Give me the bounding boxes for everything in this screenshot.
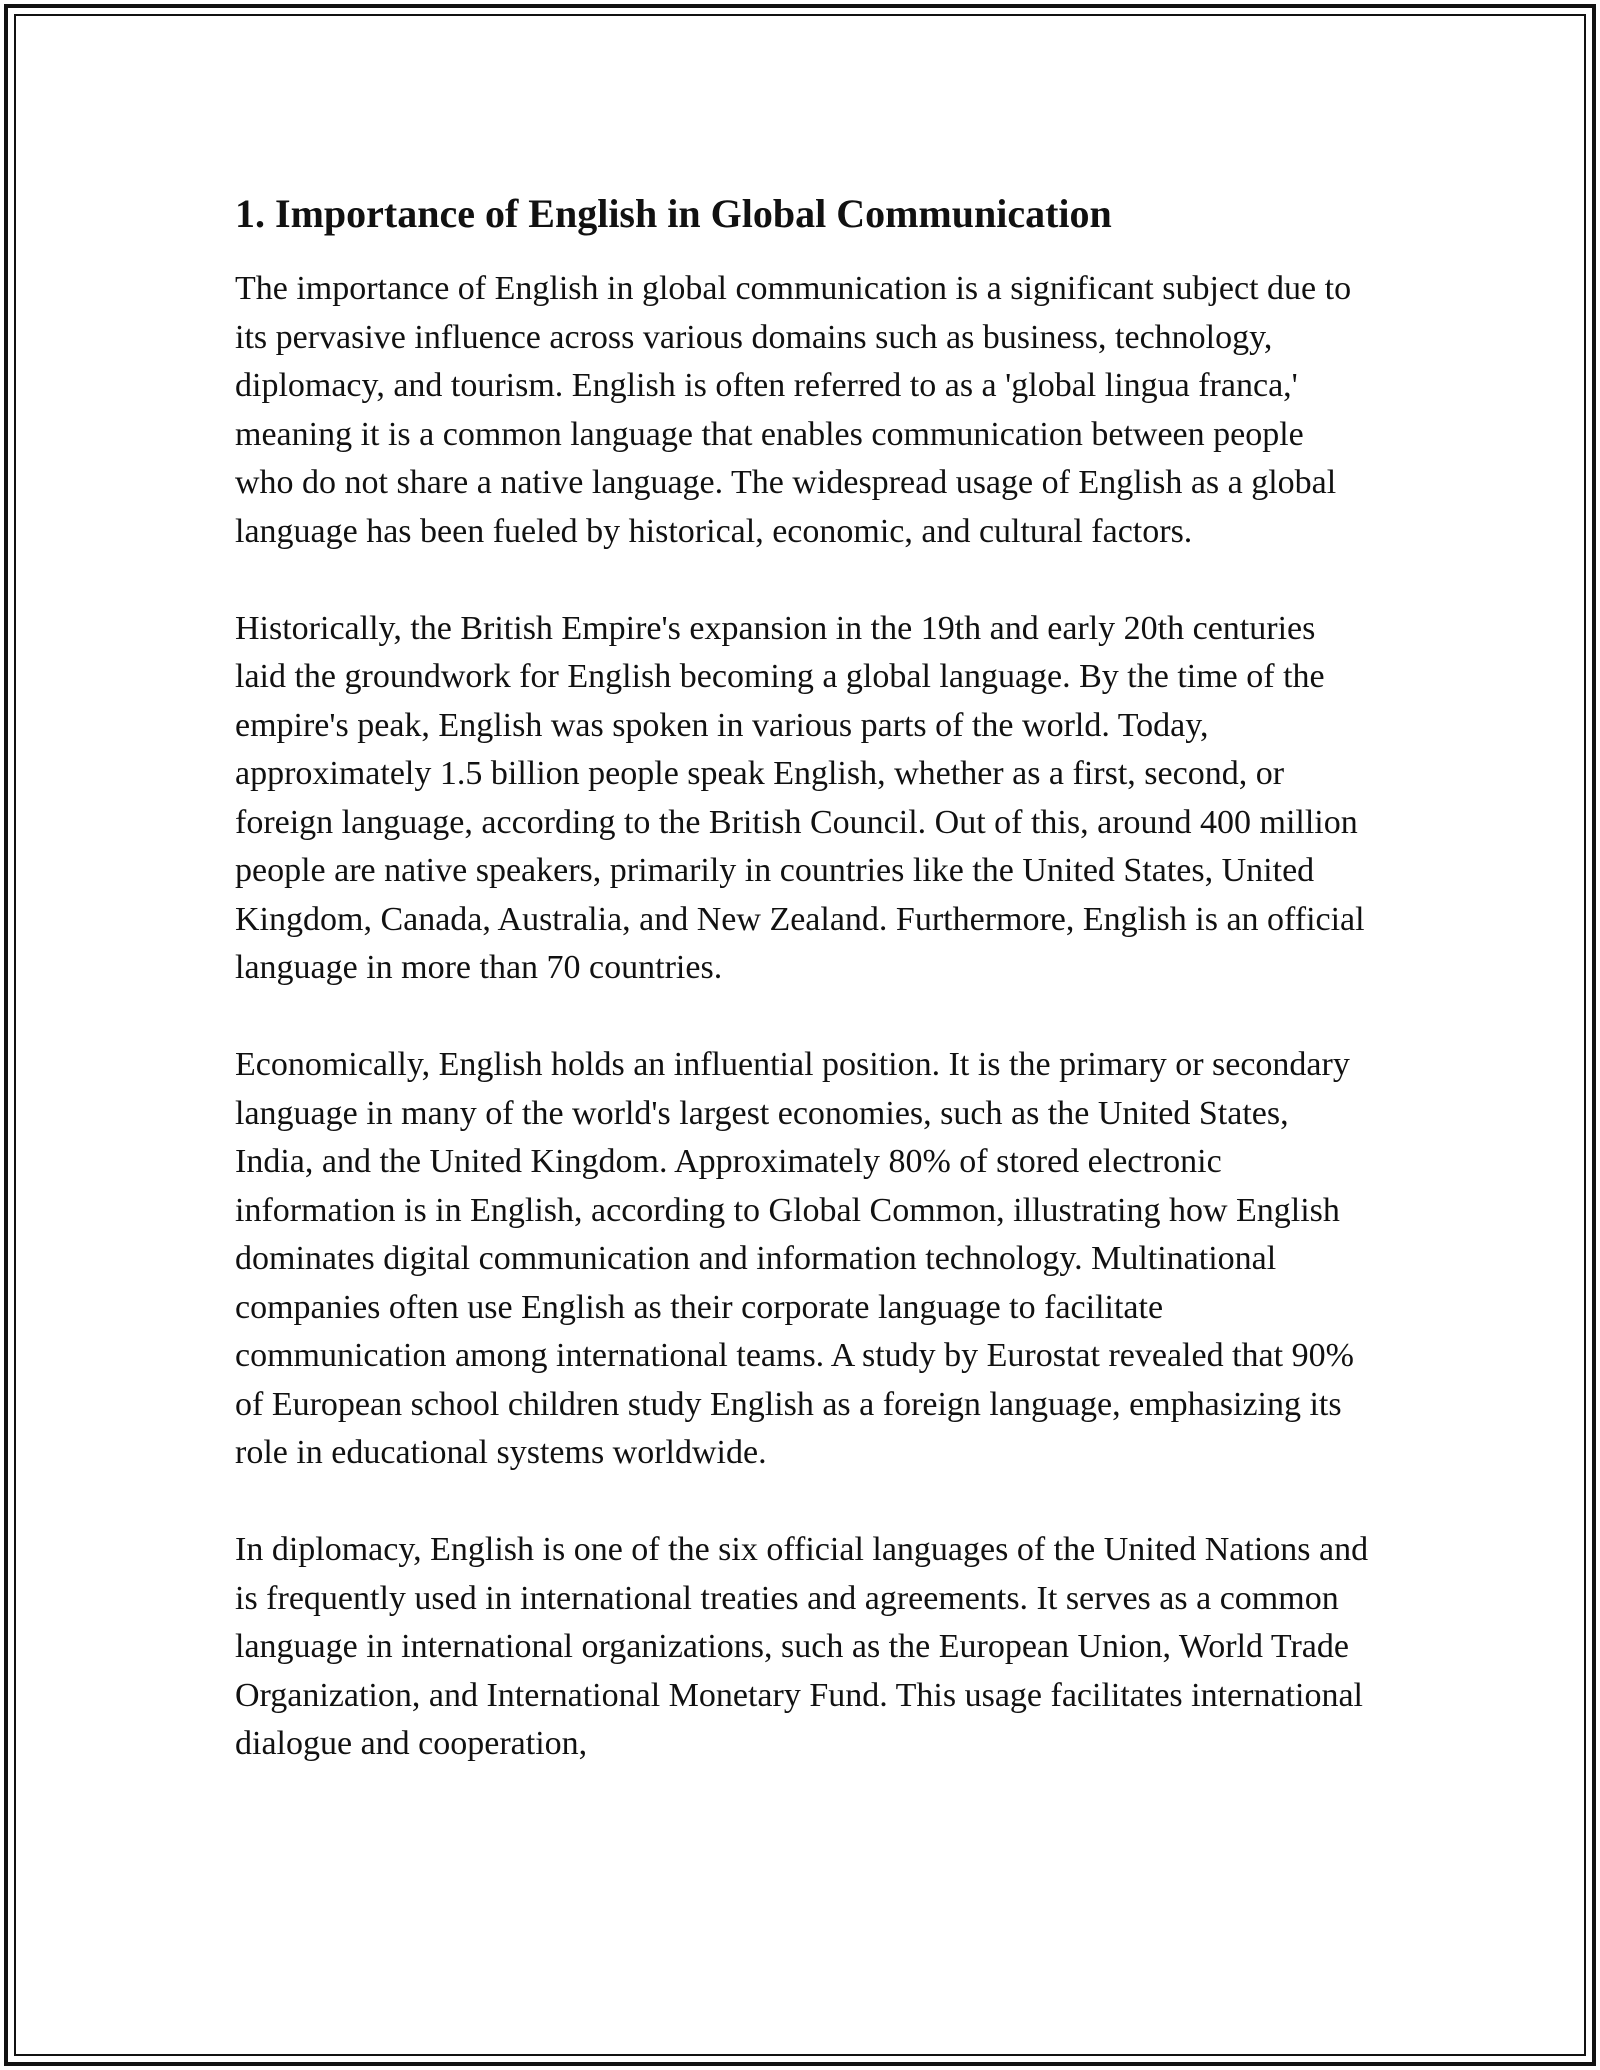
paragraph-historical: Historically, the British Empire's expansion in the 19th and early 20th centuries laid the groundwork for English becoming a global language. By the time of the empire's peak, English was spoken in various parts of the world. Today, approximately 1.5 billion people speak English, whether as a first, second, or foreign language, according to the British Council. Out of this, around 400 million people are native speakers, primarily in countries like the United States, United Kingdom, Canada, Australia, and New Zealand. Furthermore, English is an official language in more than 70 countries. — [235, 609, 1365, 986]
paragraph-intro: The importance of English in global communication is a significant subject due to its pervasive influence across various domains such as business, technology, diplomacy, and tourism. English is often referred to as a 'global lingua franca,' meaning it is a common language that enables communication between people who do not share a native language. The widespread usage of English as a global language has been fueled by historical, economic, and cultural factors. — [235, 270, 1352, 550]
document-body — [235, 183, 1370, 1817]
paragraph-economic: Economically, English holds an influential position. It is the primary or secondary language in many of the world's largest economies, such as the United States, India, and the United Kingdom. Approximately 80% of stored electronic information is in English, according to Global Common, illustrating how English dominates digital communication and information technology. Multinational companies often use English as their corporate language to facilitate communication among international teams. A study by Eurostat revealed that 90% of European school children study English as a foreign language, emphasizing its role in educational systems worldwide. — [235, 1046, 1354, 1471]
paragraph-diplomacy: In diplomacy, English is one of the six official languages of the United Nations and is frequently used in international treaties and agreements. It serves as a common language in international organizations, such as the European Union, World Trade Organization, and International Monetary Fund. This usage facilitates international dialogue and cooperation, — [235, 1531, 1369, 1762]
section-heading: 1. Importance of English in Global Communication — [235, 191, 1112, 236]
